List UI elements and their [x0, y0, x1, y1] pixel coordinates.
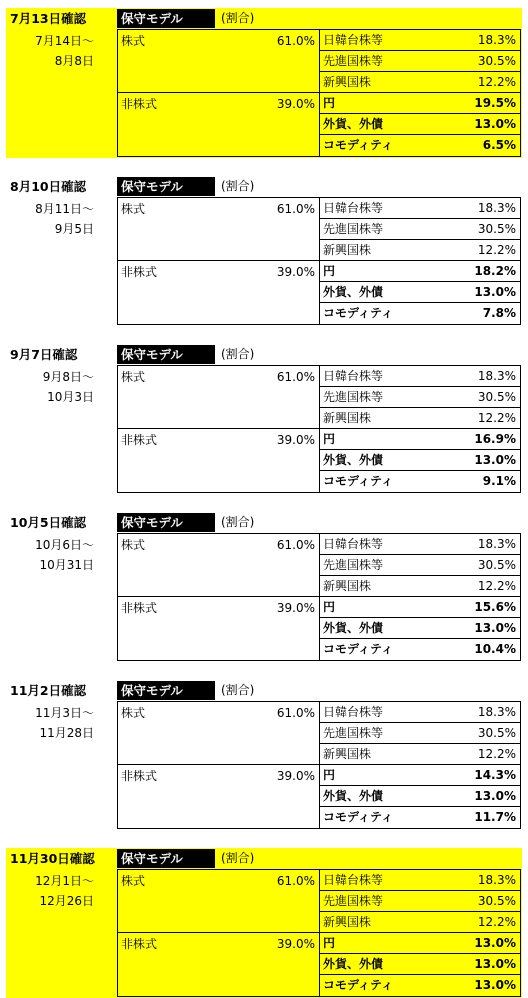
asset-value: 9.1% [482, 474, 516, 488]
asset-label: 先進国株等 [323, 390, 384, 404]
confirm-date: 8月10日確認 [10, 179, 87, 194]
asset-label: 外貨、外債 [323, 957, 384, 971]
asset-value: 30.5% [477, 54, 516, 68]
allocation-row [320, 198, 520, 219]
asset-value: 18.3% [477, 33, 516, 47]
group-value: 61.0% [276, 370, 315, 384]
asset-label: 日韓台株等 [323, 537, 384, 551]
period-start: 12月1日〜 [35, 874, 94, 888]
non-equity-group [118, 765, 320, 828]
asset-value: 13.0% [474, 117, 516, 131]
allocation-row [320, 303, 520, 324]
group-value: 39.0% [276, 937, 315, 951]
asset-value: 14.3% [474, 768, 516, 782]
asset-label: 新興国株 [323, 243, 372, 257]
equity-group [118, 534, 320, 597]
allocation-row [320, 723, 520, 744]
allocation-table [117, 701, 521, 829]
asset-label: 日韓台株等 [323, 33, 384, 47]
allocation-block [6, 8, 522, 158]
asset-label: コモディティ [323, 138, 394, 152]
asset-value: 30.5% [477, 726, 516, 740]
asset-label: コモディティ [323, 978, 394, 992]
asset-label: 新興国株 [323, 411, 372, 425]
allocation-row [320, 135, 520, 156]
group-label: 非株式 [121, 433, 158, 447]
confirm-date: 11月30日確認 [10, 851, 95, 866]
allocation-row [320, 471, 520, 492]
allocation-row [320, 114, 520, 135]
confirm-date: 9月7日確認 [10, 347, 78, 362]
allocation-row [320, 891, 520, 912]
asset-label: コモディティ [323, 810, 394, 824]
period-end: 10月31日 [39, 558, 94, 572]
asset-value: 12.2% [477, 243, 516, 257]
allocation-row [320, 282, 520, 303]
asset-label: 新興国株 [323, 747, 372, 761]
asset-label: 先進国株等 [323, 894, 384, 908]
unit-label: (割合) [221, 683, 255, 697]
allocation-row [320, 366, 520, 387]
group-label: 非株式 [121, 601, 158, 615]
period-start: 7月14日〜 [35, 34, 94, 48]
allocation-block [6, 512, 522, 662]
allocation-row [320, 30, 520, 51]
allocation-block [6, 848, 522, 998]
allocation-row [320, 954, 520, 975]
asset-value: 18.3% [477, 201, 516, 215]
asset-label: 新興国株 [323, 915, 372, 929]
asset-label: 日韓台株等 [323, 369, 384, 383]
asset-label: 外貨、外債 [323, 453, 384, 467]
asset-label: コモディティ [323, 306, 394, 320]
model-label: 保守モデル [117, 513, 215, 532]
asset-label: 外貨、外債 [323, 285, 384, 299]
model-label: 保守モデル [117, 345, 215, 364]
asset-label: 円 [323, 432, 336, 446]
allocation-row [320, 240, 520, 261]
asset-value: 13.0% [474, 453, 516, 467]
allocation-row [320, 639, 520, 660]
allocation-row [320, 387, 520, 408]
period-end: 11月28日 [39, 726, 94, 740]
equity-group [118, 702, 320, 765]
asset-label: 先進国株等 [323, 726, 384, 740]
group-label: 株式 [121, 874, 146, 888]
asset-value: 30.5% [477, 390, 516, 404]
asset-value: 13.0% [474, 957, 516, 971]
allocation-row [320, 408, 520, 429]
group-value: 39.0% [276, 769, 315, 783]
asset-value: 16.9% [474, 432, 516, 446]
unit-label: (割合) [221, 851, 255, 865]
non-equity-group [118, 933, 320, 996]
asset-label: 円 [323, 768, 336, 782]
allocation-row [320, 219, 520, 240]
asset-label: 円 [323, 600, 336, 614]
allocation-block [6, 176, 522, 326]
confirm-date: 7月13日確認 [10, 11, 87, 26]
unit-label: (割合) [221, 347, 255, 361]
period-start: 8月11日〜 [35, 202, 94, 216]
asset-value: 30.5% [477, 558, 516, 572]
group-value: 39.0% [276, 265, 315, 279]
allocation-row [320, 744, 520, 765]
asset-value: 13.0% [474, 285, 516, 299]
allocation-row [320, 93, 520, 114]
allocation-row [320, 975, 520, 996]
group-label: 株式 [121, 706, 146, 720]
equity-group [118, 30, 320, 93]
allocation-row [320, 702, 520, 723]
allocation-block [6, 344, 522, 494]
allocation-row [320, 429, 520, 450]
allocation-table [117, 197, 521, 325]
group-label: 株式 [121, 34, 146, 48]
asset-value: 7.8% [482, 306, 516, 320]
asset-value: 13.0% [474, 936, 516, 950]
asset-value: 13.0% [474, 621, 516, 635]
asset-value: 15.6% [474, 600, 516, 614]
model-label: 保守モデル [117, 9, 215, 28]
asset-value: 18.3% [477, 873, 516, 887]
unit-label: (割合) [221, 11, 255, 25]
confirm-date: 11月2日確認 [10, 683, 87, 698]
allocation-row [320, 597, 520, 618]
period-end: 9月5日 [54, 222, 94, 236]
asset-value: 18.3% [477, 705, 516, 719]
group-value: 61.0% [276, 202, 315, 216]
allocation-row [320, 870, 520, 891]
asset-label: 外貨、外債 [323, 621, 384, 635]
asset-label: 円 [323, 264, 336, 278]
asset-label: コモディティ [323, 474, 394, 488]
allocation-table [117, 533, 521, 661]
period-end: 12月26日 [39, 894, 94, 908]
group-label: 株式 [121, 202, 146, 216]
allocation-row [320, 72, 520, 93]
asset-value: 6.5% [482, 138, 516, 152]
asset-label: 外貨、外債 [323, 789, 384, 803]
group-label: 非株式 [121, 769, 158, 783]
unit-label: (割合) [221, 515, 255, 529]
group-label: 株式 [121, 370, 146, 384]
allocation-row [320, 555, 520, 576]
allocation-row [320, 261, 520, 282]
asset-label: 円 [323, 96, 336, 110]
asset-value: 13.0% [474, 978, 516, 992]
allocation-block [6, 680, 522, 830]
asset-value: 18.2% [474, 264, 516, 278]
allocation-row [320, 534, 520, 555]
group-label: 非株式 [121, 265, 158, 279]
unit-label: (割合) [221, 179, 255, 193]
equity-group [118, 366, 320, 429]
group-value: 39.0% [276, 433, 315, 447]
asset-value: 30.5% [477, 894, 516, 908]
asset-label: 日韓台株等 [323, 705, 384, 719]
allocation-table [117, 869, 521, 997]
asset-value: 12.2% [477, 579, 516, 593]
model-label: 保守モデル [117, 681, 215, 700]
asset-label: 先進国株等 [323, 222, 384, 236]
asset-label: 円 [323, 936, 336, 950]
allocation-table [117, 29, 521, 157]
equity-group [118, 870, 320, 933]
group-value: 39.0% [276, 97, 315, 111]
asset-value: 12.2% [477, 75, 516, 89]
allocation-row [320, 912, 520, 933]
group-value: 61.0% [276, 874, 315, 888]
group-value: 39.0% [276, 601, 315, 615]
asset-label: 外貨、外債 [323, 117, 384, 131]
non-equity-group [118, 597, 320, 660]
allocation-row [320, 51, 520, 72]
non-equity-group [118, 93, 320, 156]
asset-label: 先進国株等 [323, 54, 384, 68]
equity-group [118, 198, 320, 261]
asset-label: 新興国株 [323, 75, 372, 89]
period-end: 10月3日 [47, 390, 94, 404]
group-value: 61.0% [276, 34, 315, 48]
asset-value: 30.5% [477, 222, 516, 236]
asset-value: 10.4% [474, 642, 516, 656]
asset-label: 日韓台株等 [323, 201, 384, 215]
model-label: 保守モデル [117, 849, 215, 868]
allocation-table [117, 365, 521, 493]
allocation-row [320, 765, 520, 786]
period-end: 8月8日 [54, 54, 94, 68]
asset-value: 18.3% [477, 369, 516, 383]
non-equity-group [118, 261, 320, 324]
allocation-row [320, 450, 520, 471]
asset-label: 新興国株 [323, 579, 372, 593]
asset-label: 日韓台株等 [323, 873, 384, 887]
period-start: 11月3日〜 [35, 706, 94, 720]
non-equity-group [118, 429, 320, 492]
period-start: 9月8日〜 [42, 370, 94, 384]
asset-value: 12.2% [477, 747, 516, 761]
asset-value: 11.7% [474, 810, 516, 824]
asset-value: 12.2% [477, 915, 516, 929]
confirm-date: 10月5日確認 [10, 515, 87, 530]
asset-value: 18.3% [477, 537, 516, 551]
allocation-row [320, 933, 520, 954]
group-label: 非株式 [121, 937, 158, 951]
asset-value: 13.0% [474, 789, 516, 803]
period-start: 10月6日〜 [35, 538, 94, 552]
model-label: 保守モデル [117, 177, 215, 196]
asset-value: 12.2% [477, 411, 516, 425]
asset-label: コモディティ [323, 642, 394, 656]
allocation-row [320, 807, 520, 828]
allocation-row [320, 618, 520, 639]
asset-label: 先進国株等 [323, 558, 384, 572]
allocation-row [320, 576, 520, 597]
group-label: 非株式 [121, 97, 158, 111]
group-label: 株式 [121, 538, 146, 552]
allocation-row [320, 786, 520, 807]
asset-value: 19.5% [474, 96, 516, 110]
group-value: 61.0% [276, 538, 315, 552]
group-value: 61.0% [276, 706, 315, 720]
